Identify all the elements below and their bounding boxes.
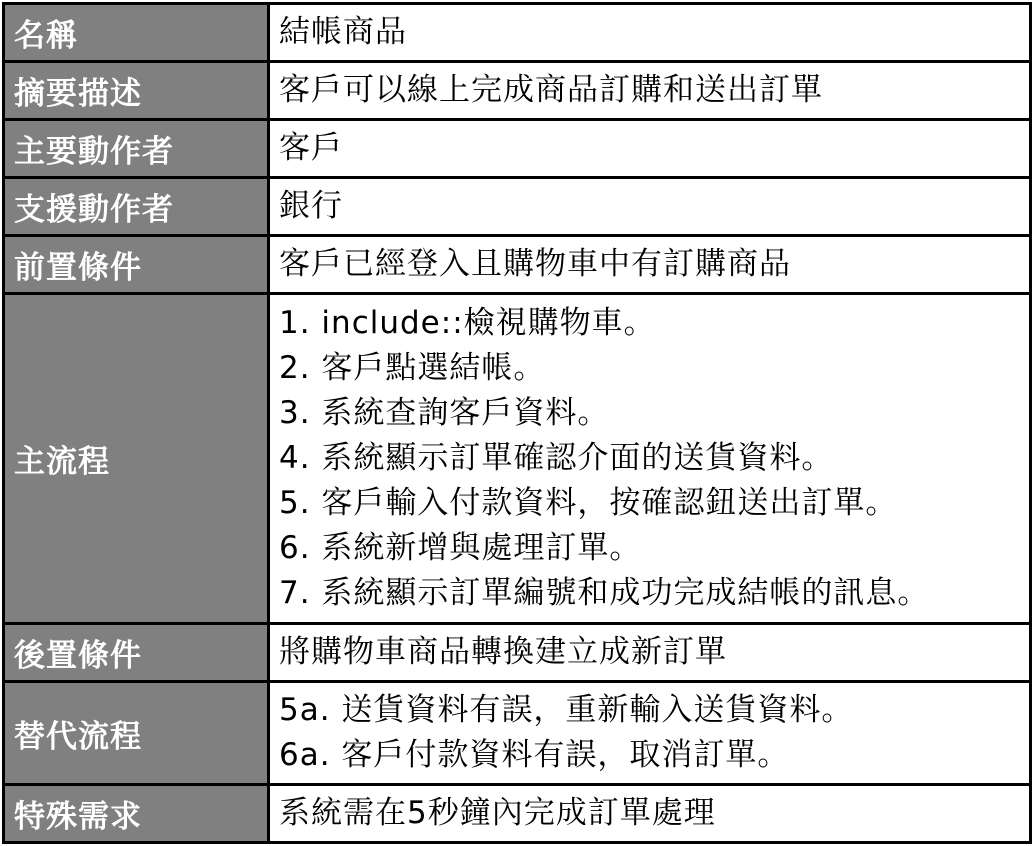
row-label: 主流程	[4, 294, 269, 624]
value-line: 將購物車商品轉換建立成新訂單	[279, 634, 727, 670]
row-primary-actor	[4, 120, 1031, 178]
value-line: 2. 客戶點選結帳。	[279, 350, 546, 386]
row-value	[269, 785, 1031, 843]
value-line: 5. 客戶輸入付款資料，按確認鈕送出訂單。	[279, 485, 898, 521]
value-line: 7. 系統顯示訂單編號和成功完成結帳的訊息。	[279, 575, 930, 611]
row-value	[269, 178, 1031, 236]
row-label: 後置條件	[4, 624, 269, 682]
row-value	[269, 120, 1031, 178]
value-line: 4. 系統顯示訂單確認介面的送貨資料。	[279, 440, 834, 476]
row-value	[269, 624, 1031, 682]
value-line: 6a. 客戶付款資料有誤，取消訂單。	[279, 737, 790, 773]
value-line: 5a. 送貨資料有誤，重新輸入送貨資料。	[279, 692, 854, 728]
value-line: 系統需在5秒鐘內完成訂單處理	[279, 795, 716, 831]
row-label: 前置條件	[4, 236, 269, 294]
row-value	[269, 682, 1031, 785]
row-label: 摘要描述	[4, 62, 269, 120]
row-value	[269, 294, 1031, 624]
row-label: 替代流程	[4, 682, 269, 785]
row-label: 支援動作者	[4, 178, 269, 236]
use-case-table	[2, 2, 1032, 844]
value-line: 客戶	[279, 130, 343, 166]
row-label: 名稱	[4, 4, 269, 62]
row-alternate-flow	[4, 682, 1031, 785]
row-summary	[4, 62, 1031, 120]
value-line: 客戶可以線上完成商品訂購和送出訂單	[279, 72, 823, 108]
value-line: 3. 系統查詢客戶資料。	[279, 395, 610, 431]
value-line: 1. include::檢視購物車。	[279, 305, 656, 341]
row-special-requirements	[4, 785, 1031, 843]
value-line: 客戶已經登入且購物車中有訂購商品	[279, 246, 791, 282]
value-line: 6. 系統新增與處理訂單。	[279, 530, 642, 566]
row-label: 特殊需求	[4, 785, 269, 843]
row-precondition	[4, 236, 1031, 294]
row-label: 主要動作者	[4, 120, 269, 178]
row-value	[269, 4, 1031, 62]
row-value	[269, 62, 1031, 120]
row-supporting-actor	[4, 178, 1031, 236]
value-line: 銀行	[279, 188, 343, 224]
row-name	[4, 4, 1031, 62]
value-line: 結帳商品	[279, 14, 407, 50]
row-value	[269, 236, 1031, 294]
row-postcondition	[4, 624, 1031, 682]
row-main-flow	[4, 294, 1031, 624]
